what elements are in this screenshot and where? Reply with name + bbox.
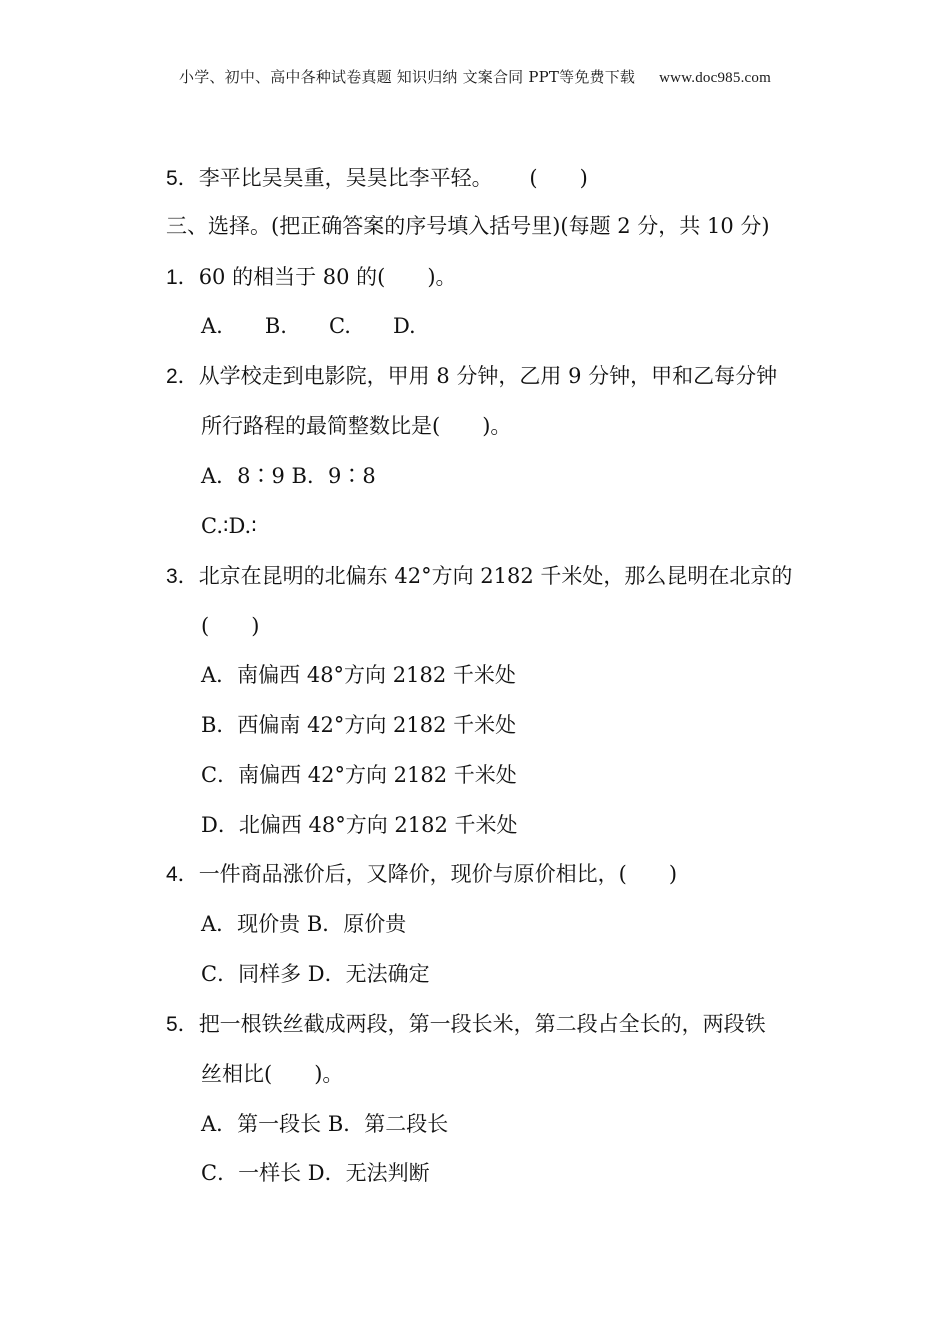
question-4-options-1[interactable]: A．现价贵 B．原价贵 [201,912,407,936]
question-5 [166,1010,766,1039]
section-3-heading: 三、选择。(把正确答案的序号填入括号里)(每题 2 分，共 10 分) [166,214,770,238]
question-3-text-line2[interactable]: ( ) [201,614,260,638]
header-url[interactable]: www.doc985.com [659,70,771,86]
question-text-line1: 把一根铁丝截成两段，第一段长米，第二段占全长的，两段铁 [198,1012,766,1036]
question-2-text-line2: 所行路程的最简整数比是( )。 [201,414,512,438]
question-2 [166,362,777,391]
item-number: 5． [166,167,199,190]
question-text-line1: 北京在昆明的北偏东 42°方向 2182 千米处，那么昆明在北京的 [198,564,793,588]
header-text: 小学、初中、高中各种试卷真题 知识归纳 文案合同 PPT等免费下载 [179,68,636,86]
question-text-line1: 从学校走到电影院，甲用 8 分钟，乙用 9 分钟，甲和乙每分钟 [198,364,778,388]
question-2-options-1[interactable]: A．8∶9 B．9∶8 [201,464,376,488]
item-number: 5． [166,1013,199,1036]
item-text: 李平比吴昊重，吴昊比李平轻。 [198,166,493,190]
item-number: 4． [166,863,199,886]
question-3-option-a[interactable]: A．南偏西 48°方向 2182 千米处 [201,663,516,687]
question-5-options-1[interactable]: A．第一段长 B．第二段长 [201,1112,449,1136]
question-1-options[interactable]: A. B. C. D. [201,314,416,338]
item-number: 2． [166,365,199,388]
question-2-options-2[interactable]: C.∶D.∶ [201,514,257,538]
question-3-option-b[interactable]: B．西偏南 42°方向 2182 千米处 [201,713,517,737]
question-4 [166,860,677,889]
page-header [0,66,950,87]
question-text: 60 的相当于 80 的( )。 [198,265,457,289]
question-4-options-2[interactable]: C．同样多 D．无法确定 [201,962,430,986]
question-text: 一件商品涨价后，又降价，现价与原价相比，( ) [198,862,678,886]
item-number: 1． [166,266,199,289]
answer-paren[interactable]: ( ) [529,166,588,190]
item-number: 3． [166,565,199,588]
question-3 [166,562,792,591]
question-1 [166,263,457,292]
question-5-options-2[interactable]: C．一样长 D．无法判断 [201,1161,430,1185]
judge-item-5 [166,164,588,193]
question-3-option-c[interactable]: C．南偏西 42°方向 2182 千米处 [201,763,517,787]
question-3-option-d[interactable]: D．北偏西 48°方向 2182 千米处 [201,813,518,837]
question-5-text-line2: 丝相比( )。 [201,1062,344,1086]
